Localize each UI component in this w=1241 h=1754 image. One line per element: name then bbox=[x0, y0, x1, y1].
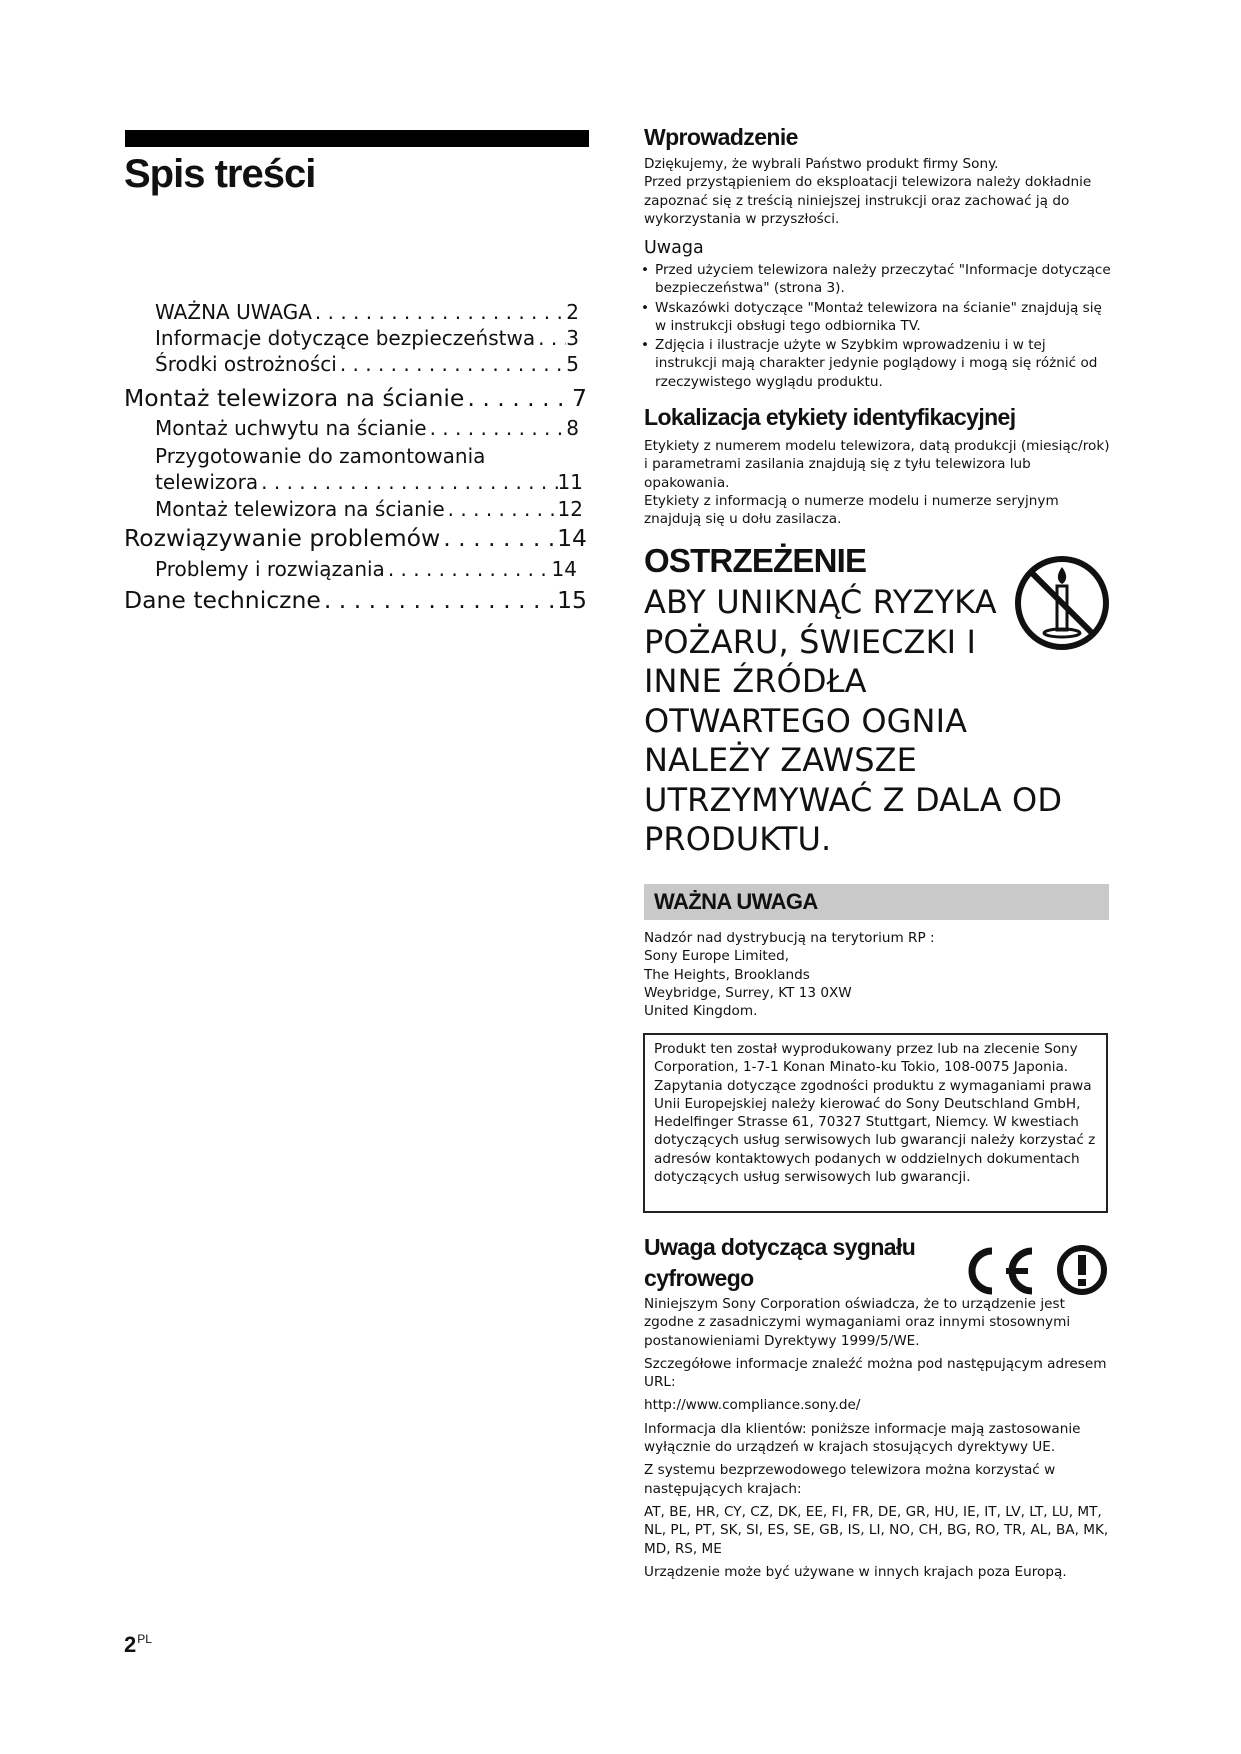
manufacturer-paragraph: Produkt ten został wyprodukowany przez lub na zlecenie Sony Corporation, 1-7-1 Konan Minato-ku Tokio, 108-0075 Japonia. bbox=[654, 1041, 1078, 1076]
note-title: Uwaga bbox=[644, 238, 704, 258]
toc-entry-montaz-na-scianie[interactable]: Montaż telewizora na ścianie . . . 12 bbox=[155, 497, 583, 521]
toc-title: Spis treści bbox=[124, 152, 316, 196]
note-item: • Przed użyciem telewizora należy przeczytać "Informacje dotyczące bezpieczeństwa" (strona 3). bbox=[641, 261, 1111, 298]
digital-signal-title: Uwaga dotycząca sygnału cyfrowego bbox=[644, 1234, 916, 1291]
no-candle-icon bbox=[1012, 553, 1112, 653]
eu-compliance-paragraph: Zapytania dotyczące zgodności produktu z wymaganiami prawa Unii Europejskiej należy kierować do Sony Deutschland GmbH, Hedelfinger Strasse 61, 70327 Stuttgart, Niemcy. W kwestiach dotyczących usług serwisowych lub gwarancji należy korzystać z adresów kontaktowych podanych w oddzielnych dokumentach dotyczących usług serwisowych lub gwarancji. bbox=[654, 1077, 1096, 1186]
label-paragraph-1: Etykiety z numerem modelu telewizora, datą produkcji (miesiąc/rok) i parametrami zasilania znajdują się z tyłu telewizora lub opakowania. bbox=[644, 438, 1110, 491]
toc-entry-srodki-ostroznosci[interactable]: Środki ostrożności . . . 5 bbox=[155, 352, 579, 376]
ce-mark-icon bbox=[958, 1241, 1038, 1301]
toc-entry-przygotowanie-line1[interactable]: Przygotowanie do zamontowania bbox=[155, 444, 486, 468]
toc-entry-montaz-telewizora[interactable]: Montaż telewizora na ścianie . . . 7 bbox=[124, 384, 587, 412]
signal-paragraph: Szczegółowe informacje znaleźć można pod następującym adresem URL: bbox=[644, 1355, 1107, 1391]
signal-paragraph: Informacja dla klientów: poniższe informacje mają zastosowanie wyłącznie do urządzeń w krajach stosujących dyrektywy UE. bbox=[644, 1420, 1081, 1456]
toc-entry-przygotowanie[interactable]: telewizora . . . 11 bbox=[155, 470, 583, 494]
note-list bbox=[641, 261, 1111, 392]
page-number-value: 2 bbox=[124, 1632, 137, 1657]
address-line: Nadzór nad dystrybucją na terytorium RP : bbox=[644, 930, 935, 946]
page-language: PL bbox=[137, 1632, 152, 1646]
toc-header-bar bbox=[125, 130, 589, 147]
warning-text: ABY UNIKNĄĆ RYZYKA POŻARU, ŚWIECZKI I INNE ŹRÓDŁA OTWARTEGO OGNIA NALEŻY ZAWSZE UTRZYMYWAĆ Z DALA OD PRODUKTU. bbox=[644, 583, 1063, 858]
signal-paragraph: Z systemu bezprzewodowego telewizora można korzystać w następujących krajach: bbox=[644, 1462, 1056, 1497]
warning-title: OSTRZEŻENIE bbox=[644, 542, 867, 579]
label-section-text bbox=[644, 437, 1114, 528]
digital-signal-text bbox=[644, 1295, 1114, 1586]
page-number bbox=[124, 1632, 152, 1658]
country-list: AT, BE, HR, CY, CZ, DK, EE, FI, FR, DE, GR, HU, IE, IT, LV, LT, LU, MT, NL, PL, PT, SK, SI, ES, SE, GB, IS, LI, NO, CH, BG, RO, TR, AL, BA, MK, MD, RS, ME bbox=[644, 1503, 1109, 1557]
toc-entry-dane-techniczne[interactable]: Dane techniczne . . . 15 bbox=[124, 586, 587, 614]
distribution-address bbox=[644, 929, 1114, 1020]
toc-entry-wazna-uwaga[interactable]: WAŻNA UWAGA . . . 2 bbox=[155, 300, 579, 324]
note-item: • Wskazówki dotyczące "Montaż telewizora na ścianie" znajdują się w instrukcji obsługi tego odbiornika TV. bbox=[641, 299, 1111, 336]
signal-paragraph: Urządzenie może być używane w innych krajach poza Europą. bbox=[644, 1563, 1067, 1580]
signal-paragraph: Niniejszym Sony Corporation oświadcza, że to urządzenie jest zgodne z zasadniczymi wymaganiami oraz innymi stosownymi postanowieniami Dyrektywy 1999/5/WE. bbox=[644, 1296, 1071, 1349]
toc-entry-montaz-uchwytu[interactable]: Montaż uchwytu na ścianie . . . 8 bbox=[155, 416, 579, 440]
address-line: Sony Europe Limited, bbox=[644, 948, 790, 965]
address-line: United Kingdom. bbox=[644, 1003, 758, 1020]
note-item: • Zdjęcia i ilustracje użyte w Szybkim wprowadzeniu i w tej instrukcji mają charakter jedynie poglądowy i mogą się różnić od rzeczywistego wyglądu produktu. bbox=[641, 336, 1111, 391]
intro-paragraph-1: Dziękujemy, że wybrali Państwo produkt firmy Sony. bbox=[644, 156, 999, 172]
label-paragraph-2: Etykiety z informacją o numerze modelu i numerze seryjnym znajdują się u dołu zasilacza. bbox=[644, 492, 1059, 528]
intro-title: Wprowadzenie bbox=[644, 124, 798, 150]
compliance-url: http://www.compliance.sony.de/ bbox=[644, 1397, 861, 1414]
toc-entry-bezpieczenstwo[interactable]: Informacje dotyczące bezpieczeństwa . . . 3 bbox=[155, 326, 579, 350]
intro-text bbox=[644, 155, 1114, 228]
intro-paragraph-2: Przed przystąpieniem do eksploatacji telewizora należy dokładnie zapoznać się z treścią niniejszej instrukcji oraz zachować ją do wykorzystania w przyszłości. bbox=[644, 174, 1092, 227]
toc-entry-rozwiazywanie[interactable]: Rozwiązywanie problemów . . . 14 bbox=[124, 524, 587, 552]
manufacturer-notice-box bbox=[643, 1033, 1108, 1213]
alert-icon bbox=[1056, 1244, 1108, 1296]
toc-entry-problemy[interactable]: Problemy i rozwiązania . . . 14 bbox=[155, 557, 577, 581]
label-section-title: Lokalizacja etykiety identyfikacyjnej bbox=[644, 404, 1016, 430]
important-title: WAŻNA UWAGA bbox=[654, 889, 818, 914]
address-line: The Heights, Brooklands bbox=[644, 966, 810, 983]
address-line: Weybridge, Surrey, KT 13 0XW bbox=[644, 984, 852, 1001]
